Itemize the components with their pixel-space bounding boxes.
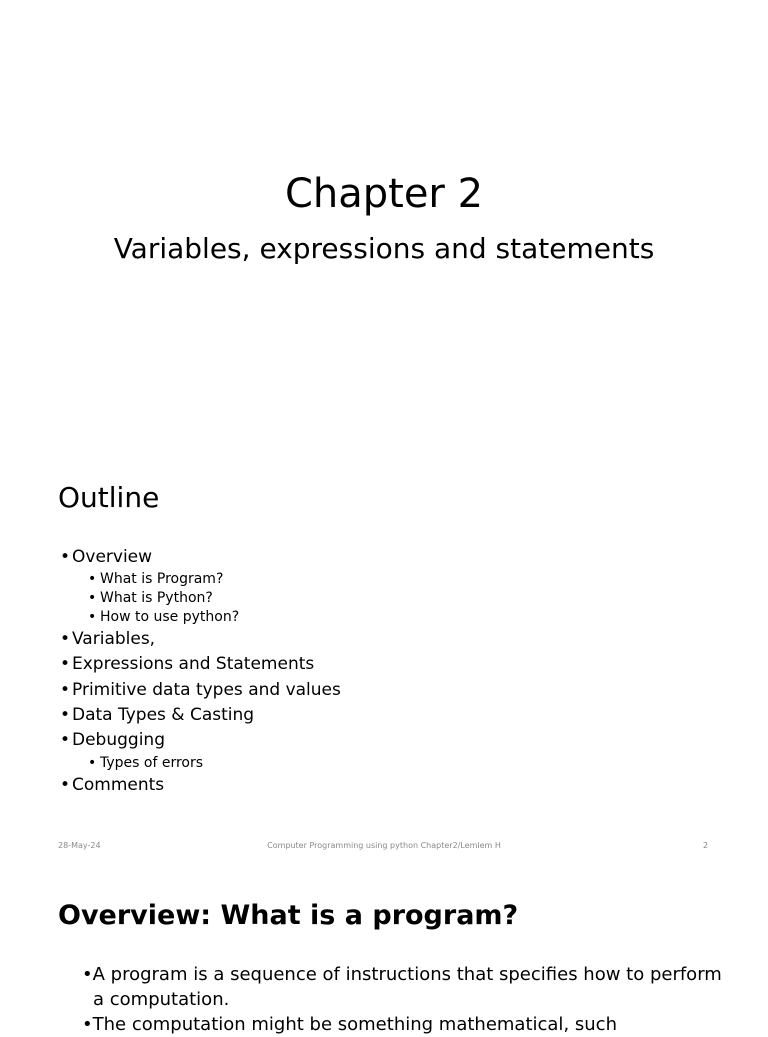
bullet-icon: • <box>60 730 71 751</box>
outline-item: • Data Types & Casting <box>60 703 341 728</box>
outline-subitem: • What is Python? <box>88 590 213 607</box>
outline-item: • Debugging <box>60 728 341 753</box>
footer-course-label: Computer Programming using python Chapter2/Lemlem H <box>267 841 501 850</box>
outline-item: • Comments <box>60 773 341 798</box>
outline-subitem: • How to use python? <box>88 609 240 625</box>
bullet-icon: • <box>82 1014 93 1035</box>
outline-list <box>60 545 341 798</box>
bullet-icon: • <box>88 609 97 625</box>
overview-bullet: •The computation might be something mathematical, such <box>82 1014 617 1035</box>
footer-date: 28-May-24 <box>58 841 101 850</box>
footer-page-number: 2 <box>703 841 709 850</box>
bullet-icon: • <box>60 628 71 649</box>
outline-item: • Primitive data types and values <box>60 678 341 703</box>
bullet-icon: • <box>60 705 71 726</box>
outline-item: • Expressions and Statements <box>60 652 341 677</box>
outline-subitem: • Types of errors <box>88 754 204 771</box>
overview-title: Overview: What is a program? <box>58 900 519 931</box>
outline-title: Outline <box>58 481 160 514</box>
outline-subitem: • What is Program? <box>88 571 224 588</box>
bullet-icon: • <box>60 679 71 700</box>
chapter-title: Chapter 2 <box>284 171 484 217</box>
bullet-icon: • <box>60 774 71 795</box>
overview-bullet: •A program is a sequence of instructions that specifies how to perform a computation. <box>82 964 722 1010</box>
bullet-icon: • <box>60 547 71 567</box>
bullet-icon: • <box>88 754 97 771</box>
bullet-icon: • <box>88 590 97 607</box>
outline-item: • Overview <box>60 545 341 570</box>
bullet-icon: • <box>60 654 71 675</box>
outline-item: • Variables, <box>60 627 341 652</box>
chapter-subtitle: Variables, expressions and statements <box>113 232 655 265</box>
overview-bullets <box>82 962 722 1037</box>
bullet-icon: • <box>82 964 93 985</box>
bullet-icon: • <box>88 571 97 588</box>
